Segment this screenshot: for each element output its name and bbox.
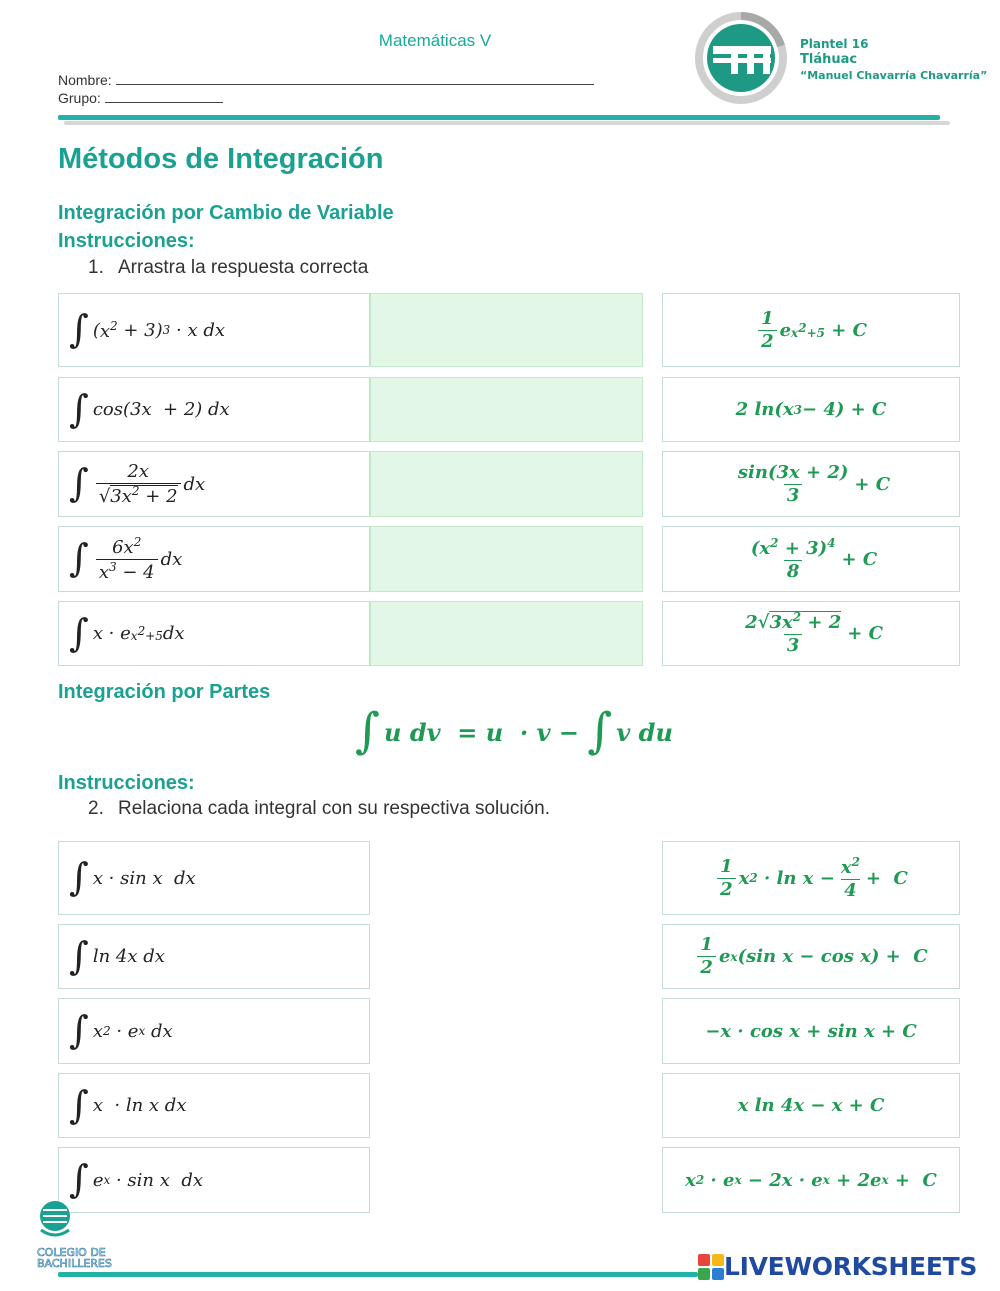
s2-answer-2[interactable]: $\frac{1}{2}$ e x (sin x − cos x) + C	[662, 924, 960, 989]
page-title: Métodos de Integración	[58, 143, 384, 175]
s2-question-3[interactable]: ∫ x 2 · e x dx	[58, 998, 370, 1064]
group-field[interactable]	[58, 90, 223, 106]
section1-instructions-label: Instrucciones:	[58, 230, 195, 252]
name-line	[116, 73, 594, 85]
section2-instructions-label: Instrucciones:	[58, 772, 195, 794]
college-line-2: BACHILLERES	[37, 1257, 112, 1270]
s1-answer-1[interactable]: $\frac{1}{2}$ e $x^2+5$ + C	[662, 293, 960, 367]
school-logo-icon	[695, 12, 787, 104]
section2-heading: Integración por Partes	[58, 681, 271, 703]
s1-answer-3[interactable]: $\frac{\sin(3x + 2)}{3}$ + C	[662, 451, 960, 517]
s1-answer-5[interactable]: $\frac{2√3x^2 + 2}{3}$ + C	[662, 601, 960, 666]
s2-answer-5[interactable]: x 2 · e x − 2x · e x + 2e x + C	[662, 1147, 960, 1213]
school-line-3: “Manuel Chavarría Chavarría”	[800, 69, 988, 82]
s1-question-2: ∫ cos(3x + 2) dx	[58, 377, 370, 442]
s2-question-2[interactable]: ∫ ln 4x dx	[58, 924, 370, 989]
s2-question-1[interactable]: ∫ x · sin x dx	[58, 841, 370, 915]
section1-heading: Integración por Cambio de Variable	[58, 202, 394, 224]
s1-question-4: ∫ $\frac{6x^2}{x^3 - 4}$ dx	[58, 526, 370, 592]
college-line-1: COLEGIO DE	[37, 1246, 106, 1259]
school-line-2: Tláhuac	[800, 52, 858, 67]
liveworksheets-logo-icon	[698, 1254, 724, 1280]
section1-instruction	[88, 257, 368, 279]
s1-answer-2[interactable]: 2 ln(x 3 − 4) + C	[662, 377, 960, 442]
header-divider-shadow	[64, 121, 950, 125]
s2-question-5[interactable]: ∫ e x · sin x dx	[58, 1147, 370, 1213]
section2-instruction	[88, 798, 550, 820]
course-title: Matemáticas V	[378, 31, 492, 50]
s2-answer-1[interactable]: $\frac{1}{2}$ x 2 · ln x − $\frac{x^2}{4}$ + C	[662, 841, 960, 915]
name-field[interactable]	[58, 72, 594, 88]
name-label: Nombre:	[58, 72, 112, 88]
s1-drop-zone-3[interactable]	[370, 451, 643, 517]
school-line-1: Plantel 16	[800, 37, 869, 51]
footer-divider	[58, 1272, 698, 1277]
section2-step-number: 2.	[88, 798, 104, 819]
s1-drop-zone-5[interactable]	[370, 601, 643, 666]
header-divider	[58, 115, 940, 120]
group-line	[105, 91, 223, 103]
s2-answer-4[interactable]: x ln 4x − x + C	[662, 1073, 960, 1138]
school-name	[800, 36, 987, 84]
s1-question-3: ∫ $\frac{2x}{√3x^2 + 2}$ dx	[58, 451, 370, 517]
section1-step-text: Arrastra la respuesta correcta	[118, 257, 369, 278]
section2-step-text: Relaciona cada integral con su respectiva solución.	[118, 798, 550, 819]
parts-formula: ∫ u dv = u · v − ∫ v du	[355, 703, 673, 759]
colegio-bachilleres-logo-icon	[35, 1196, 125, 1270]
s1-drop-zone-2[interactable]	[370, 377, 643, 442]
s1-answer-4[interactable]: $\frac{(x^2 + 3)^4}{8}$ + C	[662, 526, 960, 592]
group-label: Grupo:	[58, 90, 101, 106]
section1-step-number: 1.	[88, 257, 104, 278]
s1-drop-zone-1[interactable]	[370, 293, 643, 367]
liveworksheets-watermark	[698, 1252, 977, 1281]
s1-drop-zone-4[interactable]	[370, 526, 643, 592]
s2-answer-3[interactable]: −x · cos x + sin x + C	[662, 998, 960, 1064]
liveworksheets-text: LIVEWORKSHEETS	[724, 1252, 978, 1281]
s2-question-4[interactable]: ∫ x · ln x dx	[58, 1073, 370, 1138]
s1-question-1: ∫ ( $x^2$ + 3) 3 · x dx	[58, 293, 370, 367]
s1-question-5: ∫ x · e $x^2+5$ dx	[58, 601, 370, 666]
